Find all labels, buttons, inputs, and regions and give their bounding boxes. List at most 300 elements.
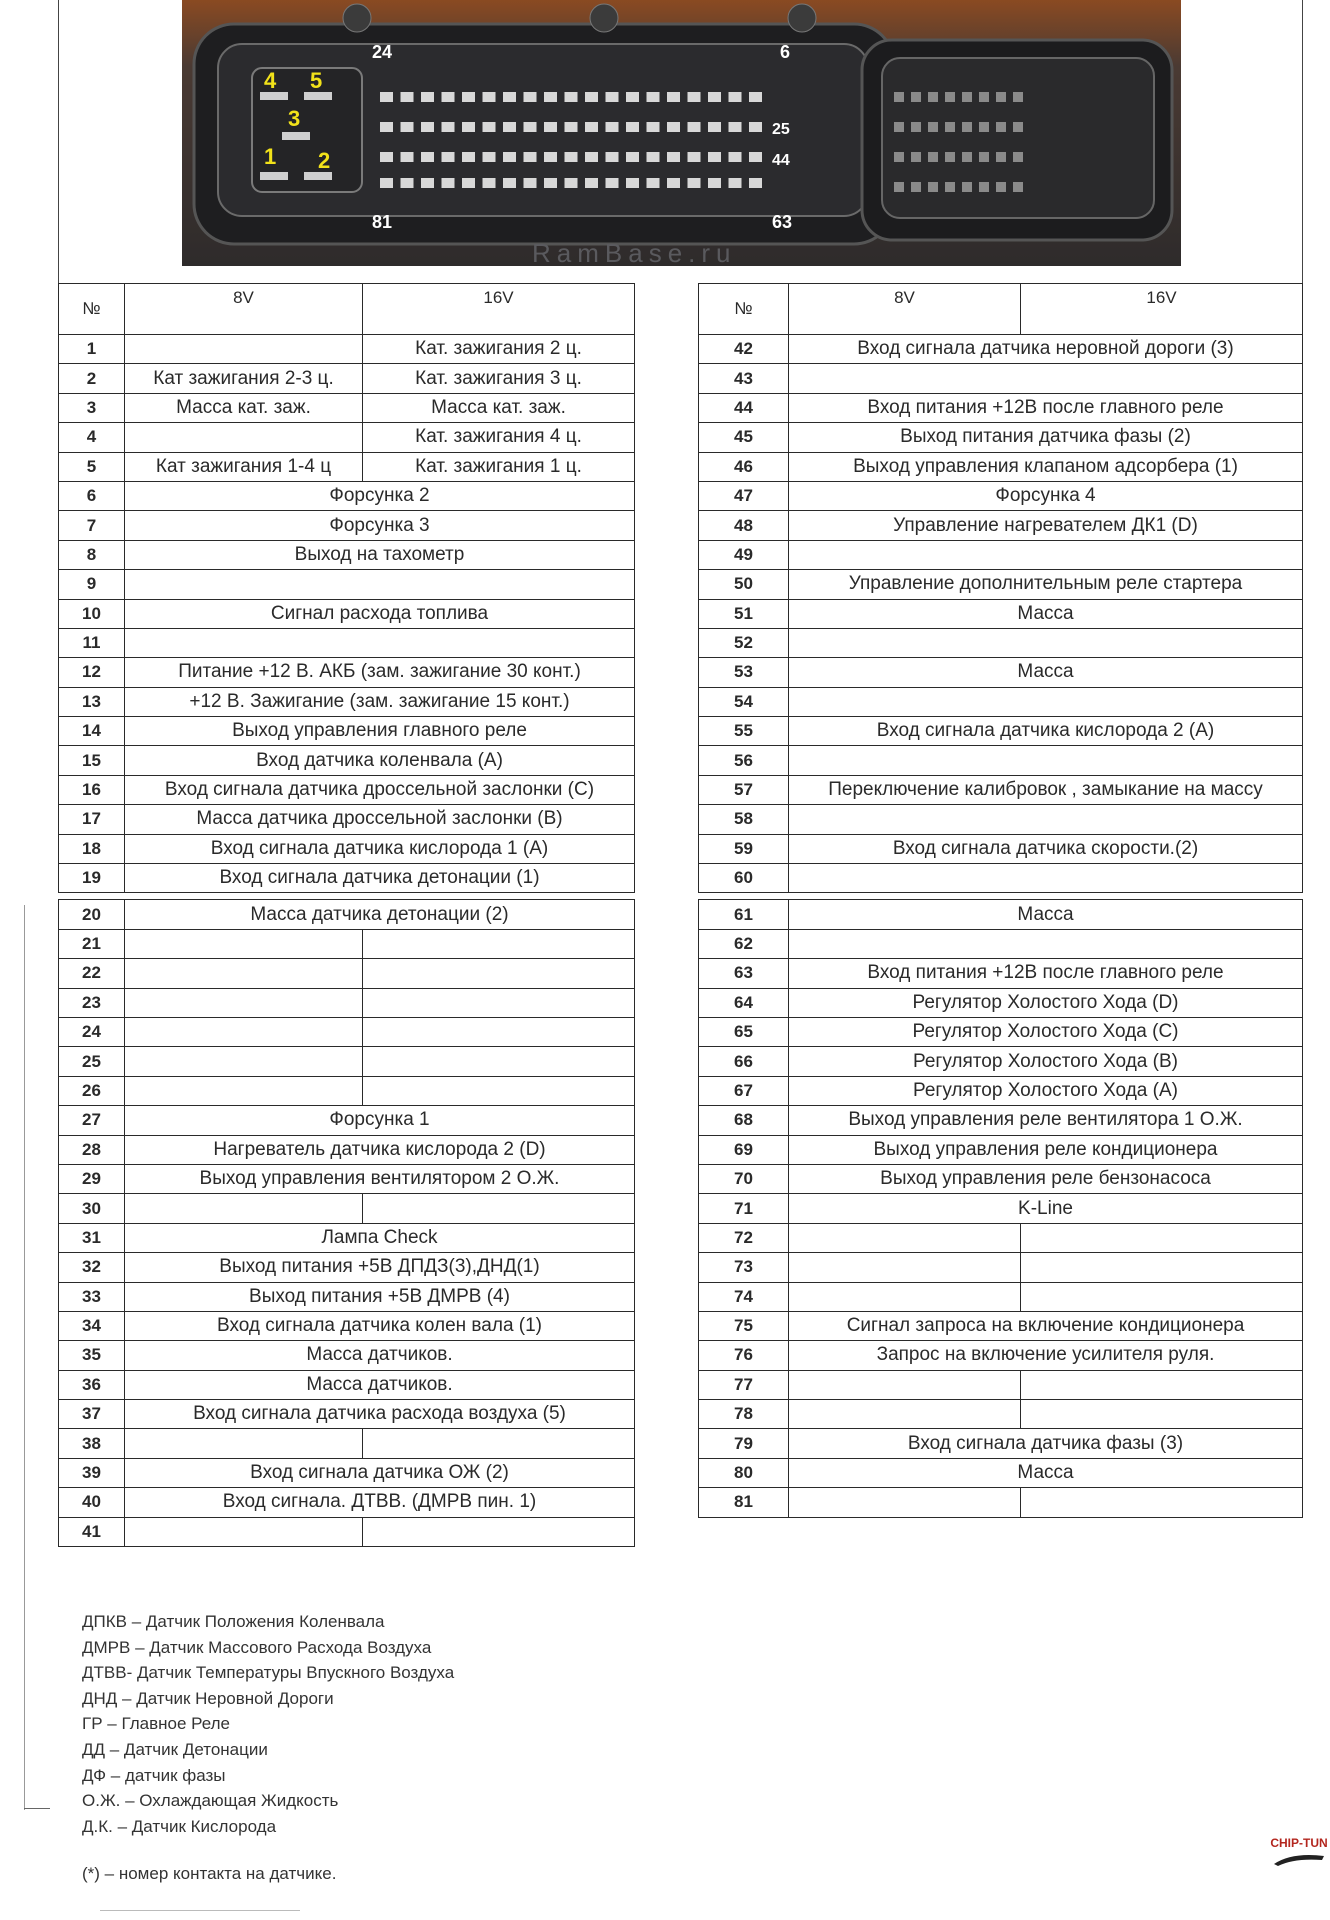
connector-pin (503, 152, 516, 162)
photo-label-44: 44 (772, 152, 790, 169)
footnote: (*) – номер контакта на датчике. (82, 1864, 337, 1883)
pin-description: Сигнал запроса на включение кондиционера (789, 1311, 1303, 1340)
pin-description (789, 540, 1303, 569)
pin-number: 26 (59, 1076, 125, 1105)
connector-pin (585, 152, 598, 162)
pin-16v (1021, 1282, 1303, 1311)
table-row (59, 1311, 635, 1340)
connector-pin (565, 92, 578, 102)
pin-number: 21 (59, 929, 125, 958)
table-row (59, 805, 635, 834)
table-row (59, 1106, 635, 1135)
header-16v: 16V (363, 284, 635, 335)
pin-number: 39 (59, 1458, 125, 1487)
connector-pin (483, 122, 496, 132)
pin-number: 48 (699, 511, 789, 540)
table-row (699, 864, 1303, 893)
pin-number: 69 (699, 1135, 789, 1164)
pin-description: Масса датчика детонации (2) (125, 900, 635, 929)
chip-tuning-logo (1268, 1836, 1330, 1870)
table-row (59, 746, 635, 775)
pin-description: Выход питания датчика фазы (2) (789, 423, 1303, 452)
table-row (699, 687, 1303, 716)
pin-number: 56 (699, 746, 789, 775)
pin-number: 44 (699, 393, 789, 422)
table-row (59, 364, 635, 393)
connector-pin (647, 152, 660, 162)
secondary-connector-pin (911, 152, 921, 162)
secondary-connector-pin (928, 182, 938, 192)
connector-pin (667, 122, 680, 132)
secondary-connector-pin (1013, 152, 1023, 162)
pin-number: 7 (59, 511, 125, 540)
table-row (699, 1341, 1303, 1370)
secondary-connector-pin (979, 92, 989, 102)
connector-pin (483, 152, 496, 162)
table-row (699, 658, 1303, 687)
connector-pin (524, 92, 537, 102)
pin-number: 28 (59, 1135, 125, 1164)
pin-description: Выход питания +5В ДМРВ (4) (125, 1282, 635, 1311)
pin-description: Управление нагревателем ДК1 (D) (789, 511, 1303, 540)
pin-number: 32 (59, 1253, 125, 1282)
bottom-divider (100, 1910, 300, 1911)
secondary-connector-pin (945, 122, 955, 132)
pin-number: 61 (699, 900, 789, 929)
header-8v: 8V (789, 284, 1021, 335)
pin-description: Вход сигнала датчика фазы (3) (789, 1429, 1303, 1458)
pin-number: 46 (699, 452, 789, 481)
pin-number: 70 (699, 1164, 789, 1193)
pin-number: 75 (699, 1311, 789, 1340)
connector-pin (688, 178, 701, 188)
pin-description: Масса (789, 900, 1303, 929)
secondary-connector-pin (945, 92, 955, 102)
pin-16v (1021, 1488, 1303, 1517)
legend-item: ГР – Главное Реле (82, 1714, 230, 1734)
pin-description: Выход управления клапаном адсорбера (1) (789, 452, 1303, 481)
pin-description: Масса датчиков. (125, 1370, 635, 1399)
secondary-connector-pin (894, 182, 904, 192)
pin-description: Вход сигнала датчика неровной дороги (3) (789, 335, 1303, 364)
table-row (59, 687, 635, 716)
pinout-table-left (58, 283, 635, 1547)
pin-8v (789, 1488, 1021, 1517)
table-row (699, 1076, 1303, 1105)
pin-number: 58 (699, 805, 789, 834)
pin-16v (363, 1017, 635, 1046)
connector-pin (421, 92, 434, 102)
connector-pin (380, 122, 393, 132)
header-num: № (59, 284, 125, 335)
pin-number: 1 (59, 335, 125, 364)
legend-item: ДНД – Датчик Неровной Дороги (82, 1688, 334, 1708)
pin-8v (125, 423, 363, 452)
pin-description (125, 570, 635, 599)
secondary-connector-pin (979, 122, 989, 132)
table-row (699, 393, 1303, 422)
secondary-connector-pin (996, 122, 1006, 132)
photo-pin-3: 3 (288, 106, 301, 131)
pin-description: Регулятор Холостого Хода (C) (789, 1017, 1303, 1046)
pin-8v (125, 1017, 363, 1046)
connector-pin (688, 152, 701, 162)
photo-label-6: 6 (780, 42, 791, 62)
connector-pin (442, 92, 455, 102)
pin-8v (125, 1076, 363, 1105)
pin-description: Лампа Check (125, 1223, 635, 1252)
pin-8v (789, 1223, 1021, 1252)
pin-description: Регулятор Холостого Хода (B) (789, 1047, 1303, 1076)
pin-description: Вход питания +12В после главного реле (789, 393, 1303, 422)
pin-description: Выход управления реле вентилятора 1 О.Ж. (789, 1106, 1303, 1135)
pin-8v (125, 1429, 363, 1458)
secondary-connector-pin (962, 92, 972, 102)
connector-pin (729, 92, 742, 102)
logo-swoosh-icon (1272, 1850, 1326, 1868)
pin-description: Выход управления реле бензонасоса (789, 1164, 1303, 1193)
table-row (699, 805, 1303, 834)
pin-number: 50 (699, 570, 789, 599)
pin-description: Регулятор Холостого Хода (A) (789, 1076, 1303, 1105)
pin-description: Форсунка 2 (125, 481, 635, 510)
pin-number: 33 (59, 1282, 125, 1311)
table-row (59, 1488, 635, 1517)
connector-pin (483, 178, 496, 188)
table-row (699, 1223, 1303, 1252)
pin-number: 67 (699, 1076, 789, 1105)
photo-label-25: 25 (772, 121, 790, 138)
secondary-connector-pin (996, 152, 1006, 162)
connector-pin (401, 152, 414, 162)
photo-label-24: 24 (372, 42, 393, 62)
pin-number: 47 (699, 481, 789, 510)
pin-number: 18 (59, 834, 125, 863)
legend-item: ДД – Датчик Детонации (82, 1739, 268, 1759)
table-row (59, 393, 635, 422)
connector-pin (380, 178, 393, 188)
table-row (699, 1253, 1303, 1282)
connector-pin (462, 92, 475, 102)
table-row (699, 364, 1303, 393)
pin-8v: Масса кат. заж. (125, 393, 363, 422)
secondary-connector-pin (945, 182, 955, 192)
abbreviation-legend (82, 1609, 454, 1839)
connector-pin (729, 122, 742, 132)
connector-pin (380, 92, 393, 102)
pin-description: Масса датчиков. (125, 1341, 635, 1370)
connector-pin (401, 122, 414, 132)
pin-description (789, 864, 1303, 893)
pin-description: Вход сигнала датчика колен вала (1) (125, 1311, 635, 1340)
connector-pin (626, 92, 639, 102)
table-row (699, 1429, 1303, 1458)
pin-16v: Кат. зажигания 1 ц. (363, 452, 635, 481)
pin-16v (363, 988, 635, 1017)
table-row (59, 1370, 635, 1399)
pin-number: 13 (59, 687, 125, 716)
connector-pin (585, 122, 598, 132)
pin-number: 16 (59, 775, 125, 804)
pin-description: Вход сигнала датчика кислорода 1 (A) (125, 834, 635, 863)
pin-number: 31 (59, 1223, 125, 1252)
connector-pin (524, 152, 537, 162)
table-row (59, 1194, 635, 1223)
pin-number: 43 (699, 364, 789, 393)
connector-pin (421, 152, 434, 162)
pin-number: 77 (699, 1370, 789, 1399)
secondary-connector-pin (894, 92, 904, 102)
table-row (59, 1076, 635, 1105)
pin-description: Масса (789, 1458, 1303, 1487)
pin-description (125, 628, 635, 657)
table-row (699, 511, 1303, 540)
pin-number: 17 (59, 805, 125, 834)
connector-pin (688, 92, 701, 102)
connector-illustration (182, 0, 1181, 266)
table-row (699, 1047, 1303, 1076)
pin-number: 23 (59, 988, 125, 1017)
table-row (59, 717, 635, 746)
table-row (59, 988, 635, 1017)
pin-description: Переключение калибровок , замыкание на массу (789, 775, 1303, 804)
pin-8v (125, 1517, 363, 1546)
connector-pin (544, 152, 557, 162)
connector-pin (503, 92, 516, 102)
secondary-connector-pin (962, 182, 972, 192)
pin-number: 80 (699, 1458, 789, 1487)
secondary-connector-pin (996, 182, 1006, 192)
pin-description: Выход управления главного реле (125, 717, 635, 746)
photo-pin-4: 4 (264, 68, 277, 93)
pin-number: 66 (699, 1047, 789, 1076)
pin-number: 57 (699, 775, 789, 804)
table-row (699, 900, 1303, 929)
pin-description: Вход сигнала датчика расхода воздуха (5) (125, 1400, 635, 1429)
pin-8v (125, 1047, 363, 1076)
pin-number: 65 (699, 1017, 789, 1046)
legend-item: ДМРВ – Датчик Массового Расхода Воздуха (82, 1637, 432, 1657)
table-row (59, 1047, 635, 1076)
connector-pin (606, 122, 619, 132)
gap-cell (699, 893, 1303, 900)
connector-pin (421, 122, 434, 132)
table-row (699, 775, 1303, 804)
table-row (699, 1370, 1303, 1399)
pin-description: Управление дополнительным реле стартера (789, 570, 1303, 599)
table-row (59, 423, 635, 452)
pin-16v (1021, 1253, 1303, 1282)
connector-pin (462, 178, 475, 188)
pin-description: Вход сигнала. ДТВВ. (ДМРВ пин. 1) (125, 1488, 635, 1517)
table-row (59, 834, 635, 863)
pin-number: 79 (699, 1429, 789, 1458)
pin-description (789, 628, 1303, 657)
table-row (699, 481, 1303, 510)
pin-8v (789, 1253, 1021, 1282)
logo-text: CHIP-TUN (1270, 1836, 1328, 1850)
secondary-connector-pin (928, 152, 938, 162)
pin-number: 59 (699, 834, 789, 863)
pin-number: 9 (59, 570, 125, 599)
pin-description: Выход на тахометр (125, 540, 635, 569)
pin-number: 54 (699, 687, 789, 716)
pin-description: K-Line (789, 1194, 1303, 1223)
connector-pin (708, 122, 721, 132)
pin-number: 45 (699, 423, 789, 452)
connector-pin (647, 178, 660, 188)
pin-description: Масса (789, 599, 1303, 628)
pin-8v (125, 929, 363, 958)
pin-number: 37 (59, 1400, 125, 1429)
table-row (59, 959, 635, 988)
connector-pin (749, 152, 762, 162)
pin-description: Вход сигнала датчика детонации (1) (125, 864, 635, 893)
table-row (59, 900, 635, 929)
table-row (59, 1458, 635, 1487)
pin-16v (363, 1517, 635, 1546)
table-row (59, 775, 635, 804)
pin-8v: Кат зажигания 2-3 ц. (125, 364, 363, 393)
pin-description: +12 В. Зажигание (зам. зажигание 15 конт.) (125, 687, 635, 716)
table-row (699, 1311, 1303, 1340)
header-num: № (699, 284, 789, 335)
pin-description: Сигнал расхода топлива (125, 599, 635, 628)
pin-8v (789, 1370, 1021, 1399)
pin-number: 11 (59, 628, 125, 657)
pin-description: Вход сигнала датчика ОЖ (2) (125, 1458, 635, 1487)
secondary-connector-pin (979, 182, 989, 192)
pin-8v (789, 1400, 1021, 1429)
connector-pin (729, 152, 742, 162)
photo-label-63: 63 (772, 212, 793, 232)
connector-pin (647, 92, 660, 102)
connector-pin (647, 122, 660, 132)
pin-number: 52 (699, 628, 789, 657)
pin-8v (125, 988, 363, 1017)
connector-pin (667, 152, 680, 162)
table-row (59, 658, 635, 687)
connector-pin (626, 152, 639, 162)
pin-number: 22 (59, 959, 125, 988)
connector-pin (749, 92, 762, 102)
pin-16v (363, 1047, 635, 1076)
pin-16v (363, 1429, 635, 1458)
pin-number: 42 (699, 335, 789, 364)
table-row (699, 717, 1303, 746)
connector-pin (380, 152, 393, 162)
connector-pin (585, 178, 598, 188)
pin-16v: Кат. зажигания 2 ц. (363, 335, 635, 364)
table-row (699, 540, 1303, 569)
pin-16v: Масса кат. заж. (363, 393, 635, 422)
pin-number: 27 (59, 1106, 125, 1135)
table-row (59, 1223, 635, 1252)
connector-pin (401, 92, 414, 102)
pin-number: 34 (59, 1311, 125, 1340)
pin-description: Вход датчика коленвала (A) (125, 746, 635, 775)
connector-pin (749, 122, 762, 132)
pin-number: 8 (59, 540, 125, 569)
pin-number: 35 (59, 1341, 125, 1370)
connector-pin (544, 122, 557, 132)
pin-number: 62 (699, 929, 789, 958)
pin-number: 72 (699, 1223, 789, 1252)
photo-pin-5: 5 (310, 68, 323, 93)
connector-pin (626, 122, 639, 132)
table-row (59, 540, 635, 569)
legend-item: ДТВВ- Датчик Температуры Впускного Воздуха (82, 1663, 455, 1683)
pin-16v (363, 1076, 635, 1105)
table-row (699, 1164, 1303, 1193)
legend-item: ДПКВ – Датчик Положения Коленвала (82, 1612, 385, 1631)
pinout-table-right (698, 283, 1303, 1518)
table-row (699, 988, 1303, 1017)
pin-8v (125, 1194, 363, 1223)
table-row (59, 1429, 635, 1458)
pin-description: Форсунка 3 (125, 511, 635, 540)
table-row (699, 929, 1303, 958)
pin-description: Выход питания +5В ДПДЗ(3),ДНД(1) (125, 1253, 635, 1282)
pin-description: Масса (789, 658, 1303, 687)
connector-pin (667, 92, 680, 102)
connector-pin (462, 122, 475, 132)
pin-16v (1021, 1400, 1303, 1429)
pin-number: 64 (699, 988, 789, 1017)
connector-pin (442, 178, 455, 188)
pin-number: 24 (59, 1017, 125, 1046)
pin-number: 76 (699, 1341, 789, 1370)
secondary-connector-pin (945, 152, 955, 162)
pin-8v: Кат зажигания 1-4 ц (125, 452, 363, 481)
secondary-connector-pin (894, 122, 904, 132)
table-row (699, 1106, 1303, 1135)
connector-pin (606, 152, 619, 162)
connector-pin (401, 178, 414, 188)
legend-item: ДФ – датчик фазы (82, 1765, 226, 1785)
pin-number: 29 (59, 1164, 125, 1193)
table-row (699, 599, 1303, 628)
secondary-connector-pin (996, 92, 1006, 102)
connector-pin (565, 178, 578, 188)
connector-pin (708, 178, 721, 188)
connector-pin (708, 152, 721, 162)
connector-pin (606, 178, 619, 188)
connector-pin (626, 178, 639, 188)
table-row (699, 834, 1303, 863)
table-row (59, 1517, 635, 1546)
table-row (699, 1135, 1303, 1164)
pin-number: 6 (59, 481, 125, 510)
pin-number: 81 (699, 1488, 789, 1517)
header-16v: 16V (1021, 284, 1303, 335)
pin-number: 78 (699, 1400, 789, 1429)
pin-number: 5 (59, 452, 125, 481)
table-row (59, 1400, 635, 1429)
pin-number: 73 (699, 1253, 789, 1282)
pin-16v (363, 929, 635, 958)
pin-description: Выход управления реле кондиционера (789, 1135, 1303, 1164)
pin-description: Вход сигнала датчика скорости.(2) (789, 834, 1303, 863)
secondary-connector-pin (894, 152, 904, 162)
table-row (699, 1458, 1303, 1487)
table-row (699, 1282, 1303, 1311)
photo-pin-1: 1 (264, 144, 277, 169)
table-row (59, 570, 635, 599)
pin-number: 74 (699, 1282, 789, 1311)
table-row (59, 335, 635, 364)
connector-pin (565, 152, 578, 162)
